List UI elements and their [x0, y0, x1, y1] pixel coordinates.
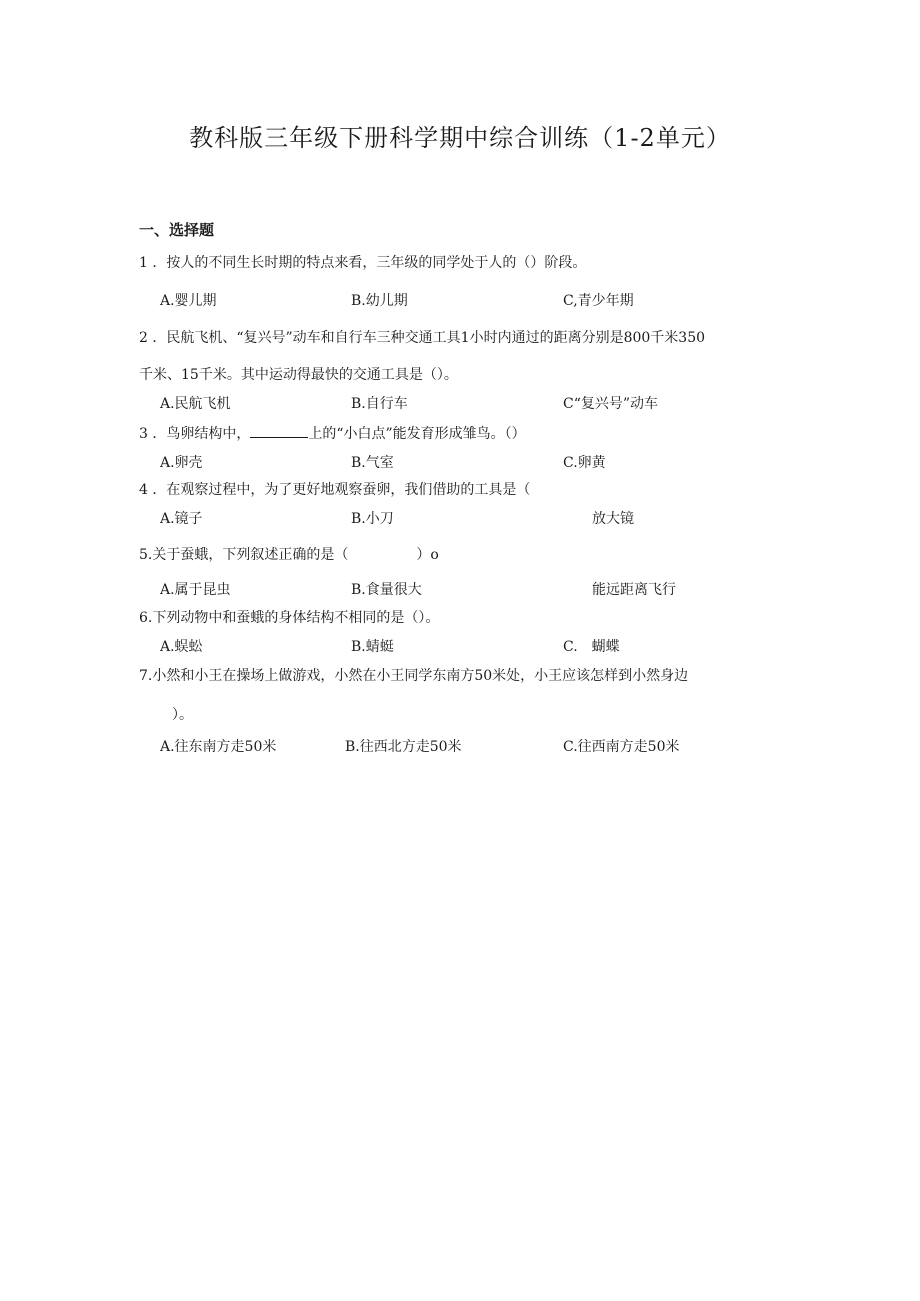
question-2-text: 2 ．民航飞机、“复兴号”动车和自行车三种交通工具1小时内通过的距离分别是800千米350 — [139, 330, 706, 346]
question-7-text-continued: ）。 — [172, 707, 193, 723]
question-4-text: 4 ．在观察过程中，为了更好地观察蚕卵，我们借助的工具是（ — [139, 482, 531, 498]
question-2-option-b: B.自行车 — [351, 396, 408, 412]
question-2-option-c: C“复兴号”动车 — [563, 396, 659, 412]
question-2-text-continued: 千米、15千米。其中运动得最快的交通工具是（）。 — [139, 367, 458, 383]
question-6-option-b: B.蜻蜓 — [351, 639, 394, 655]
question-5-option-c: 能远距离飞行 — [592, 582, 676, 598]
question-7-text: 7.小然和小王在操场上做游戏，小然在小王同学东南方50米处，小王应该怎样到小然身边 — [139, 668, 689, 684]
question-6-option-c: C. 蝴蝶 — [563, 639, 620, 655]
question-7-option-c: C.往西南方走50米 — [563, 739, 680, 755]
document-title: 教科版三年级下册科学期中综合训练（1-2单元） — [189, 124, 731, 152]
question-1-option-b: B.幼儿期 — [351, 293, 408, 309]
question-3-option-b: B.气室 — [351, 455, 394, 471]
question-5-text — [139, 544, 439, 564]
question-4-option-a: A.镜子 — [160, 511, 203, 527]
question-6-text: 6.下列动物中和蚕蛾的身体结构不相同的是（）。 — [139, 610, 440, 626]
question-7-option-a: A.往东南方走50米 — [160, 739, 277, 755]
question-3-text — [139, 423, 526, 443]
question-3-text-end: 上的“小白点”能发育形成雏鸟。（） — [308, 426, 526, 442]
question-6-option-a: A.蜈蚣 — [160, 639, 203, 655]
question-3-option-c: C.卵黄 — [563, 455, 606, 471]
question-3-text-start: 3 ．鸟卵结构中， — [139, 426, 251, 442]
question-5-text-end: ）o — [416, 547, 439, 563]
question-4-option-b: B.小刀 — [351, 511, 394, 527]
question-4-option-c: 放大镜 — [592, 511, 634, 527]
section-heading: 一、选择题 — [139, 221, 215, 239]
question-7-option-b: B.往西北方走50米 — [345, 739, 462, 755]
question-1-option-c: C,青少年期 — [563, 293, 634, 309]
question-5-text-start: 5.关于蚕蛾，下列叙述正确的是（ — [139, 547, 349, 563]
question-3-option-a: A.卵壳 — [160, 455, 203, 471]
question-5-option-a: A.属于昆虫 — [160, 582, 231, 598]
question-2-option-a: A.民航飞机 — [160, 396, 231, 412]
question-1-option-a: A.婴儿期 — [160, 293, 217, 309]
question-5-option-b: B.食量很大 — [351, 582, 422, 598]
answer-blank — [250, 425, 308, 438]
question-1-text: 1 ．按人的不同生长时期的特点来看，三年级的同学处于人的（）阶段。 — [139, 255, 587, 271]
